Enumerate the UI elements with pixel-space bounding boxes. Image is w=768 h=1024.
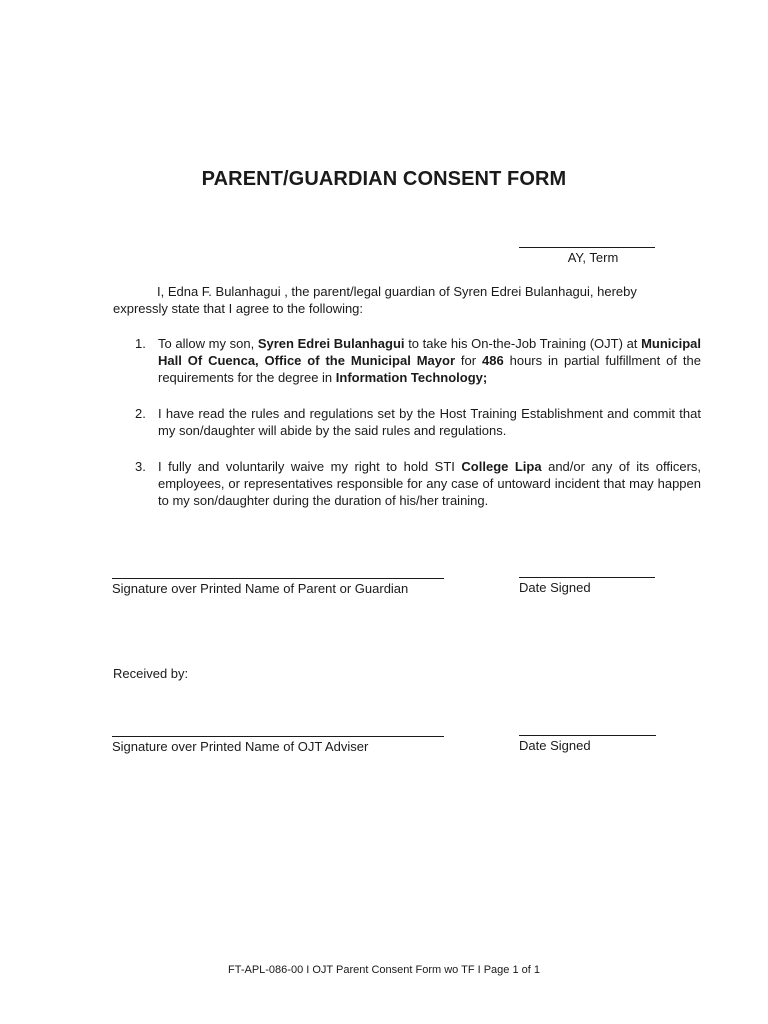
ay-term-label: AY, Term [567, 250, 619, 265]
ay-term-field [519, 247, 655, 265]
page-footer: FT-APL-086-00 I OJT Parent Consent Form wo TF I Page 1 of 1 [227, 964, 540, 976]
parent-signature-field [112, 578, 444, 596]
intro-paragraph [113, 283, 656, 317]
item-text: and/or any of its officers, employees, or representatives responsible for any case of untoward incident that may happen to my son/daughter during the duration of his/her training. [158, 459, 702, 508]
intro-line-1: I, Edna F. Bulanhagui , the parent/legal guardian of Syren Edrei Bulanhagui, hereby [157, 284, 637, 299]
page-title: PARENT/GUARDIAN CONSENT FORM [201, 168, 567, 190]
school-name: College Lipa [461, 459, 542, 474]
adviser-date-label: Date Signed [519, 738, 591, 753]
adviser-date-field [519, 735, 656, 753]
parent-date-label: Date Signed [519, 580, 591, 595]
item-number: 2. [135, 406, 146, 421]
training-hours: 486 [482, 353, 504, 368]
item-number: 3. [135, 459, 146, 474]
item-text: to take his On-the-Job Training (OJT) at [404, 336, 642, 351]
consent-item-1 [113, 335, 701, 386]
adviser-signature-label: Signature over Printed Name of OJT Adviser [112, 739, 369, 754]
adviser-signature-field [112, 736, 444, 754]
degree-program: Information Technology; [335, 370, 488, 385]
host-establishment: Municipal Hall Of Cuenca, Office of the Municipal Mayor [158, 336, 702, 368]
item-text: for [455, 353, 482, 368]
adviser-signature-line [112, 736, 444, 737]
item-number: 1. [135, 336, 146, 351]
consent-item-3 [113, 458, 701, 509]
adviser-date-line [519, 735, 656, 736]
item-text: To allow my son, [158, 336, 258, 351]
consent-item-2 [113, 405, 701, 439]
student-name: Syren Edrei Bulanhagui [257, 336, 405, 351]
parent-signature-line [112, 578, 444, 579]
item-text: I have read the rules and regulations set by the Host Training Establishment and commit that my son/daughter will abide by the said rules and regulations. [158, 406, 701, 438]
parent-signature-label: Signature over Printed Name of Parent or Guardian [112, 581, 409, 596]
parent-date-field [519, 577, 655, 595]
received-by-label: Received by: [113, 666, 189, 681]
parent-date-line [519, 577, 655, 578]
intro-line-2: expressly state that I agree to the following: [113, 301, 364, 316]
item-text: hours in partial fulfillment of the requirements for the degree in [158, 353, 701, 385]
item-text: I fully and voluntarily waive my right to hold STI [158, 459, 462, 474]
ay-term-line [519, 247, 655, 248]
